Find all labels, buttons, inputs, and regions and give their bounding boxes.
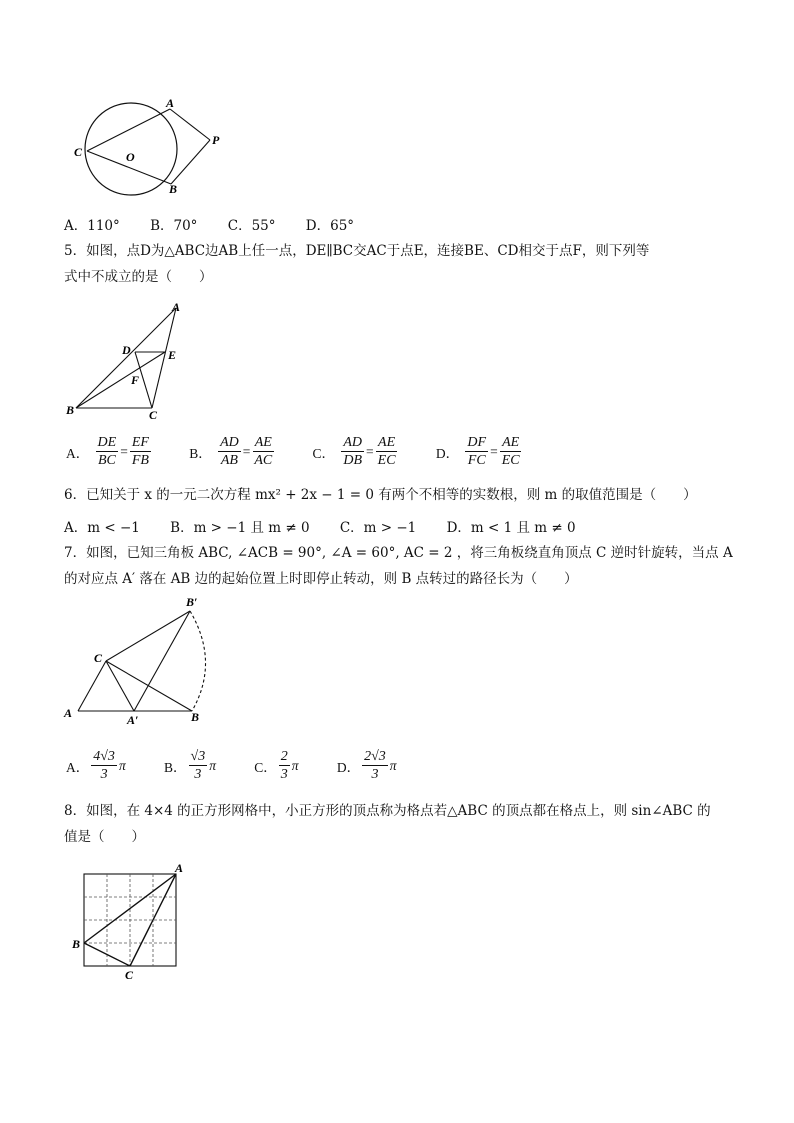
line-ap bbox=[170, 109, 210, 140]
q5-line2: 式中不成立的是（ ） bbox=[64, 269, 213, 285]
q5-option-b[interactable]: B． $\frac{AD}{AB}$ = $\frac{AE}{AC}$ bbox=[189, 435, 273, 468]
label-b: B bbox=[169, 182, 178, 196]
line-cb2 bbox=[106, 611, 190, 661]
q5-option-a[interactable]: A． $\frac{DE}{BC}$ = $\frac{EF}{FB}$ bbox=[66, 435, 149, 468]
label-a: A bbox=[172, 300, 181, 314]
q6-option-a[interactable]: A．m < −1 bbox=[64, 520, 140, 536]
label-f: F bbox=[131, 373, 140, 387]
q4-option-b[interactable]: B．70° bbox=[150, 218, 198, 234]
label-p: P bbox=[212, 133, 220, 147]
figure-q8 bbox=[68, 860, 198, 986]
q4-option-c[interactable]: C．55° bbox=[227, 218, 276, 234]
label-b2: B′ bbox=[186, 595, 198, 609]
q4-options bbox=[64, 214, 382, 234]
q7-option-c[interactable]: C． $\frac{2}{3}$ π bbox=[254, 749, 299, 782]
q8-line1: 8．如图，在 4×4 的正方形网格中，小正方形的顶点称为格点若△ABC 的顶点都在格点上，则 sin∠ABC 的 bbox=[64, 803, 711, 819]
label-a: A bbox=[64, 706, 73, 720]
q6-option-d[interactable]: D．m < 1 且 m ≠ 0 bbox=[446, 520, 576, 536]
q7-line2: 的对应点 A′ 落在 AB 边的起始位置上时即停止转动，则 B 点转过的路径长为（ ） bbox=[64, 571, 578, 587]
label-b: B bbox=[72, 937, 81, 951]
line-cb bbox=[106, 661, 192, 711]
line-be bbox=[76, 352, 165, 408]
q7-option-b[interactable]: B． $\frac{√3}{3}$ π bbox=[164, 749, 216, 782]
label-d: D bbox=[122, 343, 131, 357]
q5-options bbox=[64, 434, 550, 469]
q6-text: 6．已知关于 x 的一元二次方程 mx² + 2x − 1 = 0 有两个不相等的实数根，则 m 的取值范围是（ ） bbox=[64, 487, 697, 503]
label-a2: A′ bbox=[127, 713, 139, 727]
q5-option-c[interactable]: C． $\frac{AD}{DB}$ = $\frac{AE}{EC}$ bbox=[312, 435, 396, 468]
label-c: C bbox=[149, 408, 158, 422]
label-a: A bbox=[175, 861, 184, 875]
q7-line1: 7．如图，已知三角板 ABC, ∠ACB = 90°, ∠A = 60°, AC = 2 ，将三角板绕直角顶点 C 逆时针旋转，当点 A bbox=[64, 545, 733, 561]
figure-q4 bbox=[70, 92, 230, 202]
q7-option-d[interactable]: D． $\frac{2√3}{3}$ π bbox=[336, 749, 397, 782]
line-ca bbox=[78, 661, 106, 711]
label-b: B bbox=[191, 710, 200, 724]
label-c: C bbox=[74, 145, 83, 159]
q7-option-a[interactable]: A． $\frac{4√3}{3}$ π bbox=[66, 749, 126, 782]
label-o: O bbox=[126, 150, 135, 164]
q4-option-d[interactable]: D．65° bbox=[305, 218, 355, 234]
label-e: E bbox=[168, 348, 177, 362]
label-a: A bbox=[166, 96, 175, 110]
q8-line2: 值是（ ） bbox=[64, 829, 145, 845]
line-ab bbox=[76, 308, 176, 408]
label-c: C bbox=[125, 968, 134, 982]
arc-bb2 bbox=[190, 611, 206, 711]
line-a2b2 bbox=[134, 611, 190, 711]
q7-options bbox=[64, 748, 427, 783]
q6-option-b[interactable]: B．m > −1 且 m ≠ 0 bbox=[170, 520, 310, 536]
label-b: B bbox=[66, 403, 75, 417]
figure-q7 bbox=[60, 592, 220, 728]
q6-options bbox=[64, 516, 604, 536]
q5-line1: 5．如图，点D为△ABC边AB上任一点，DE∥BC交AC于点E，连接BE、CD相交于点F，则下列等 bbox=[64, 243, 650, 259]
figure-q5 bbox=[64, 298, 194, 422]
grid-lines bbox=[84, 874, 176, 966]
q6-option-c[interactable]: C．m > −1 bbox=[339, 520, 417, 536]
label-c: C bbox=[94, 651, 103, 665]
line-ca2 bbox=[106, 661, 134, 711]
q4-option-a[interactable]: A．110° bbox=[64, 218, 120, 234]
q5-option-d[interactable]: D． $\frac{DF}{FC}$ = $\frac{AE}{EC}$ bbox=[435, 435, 520, 468]
